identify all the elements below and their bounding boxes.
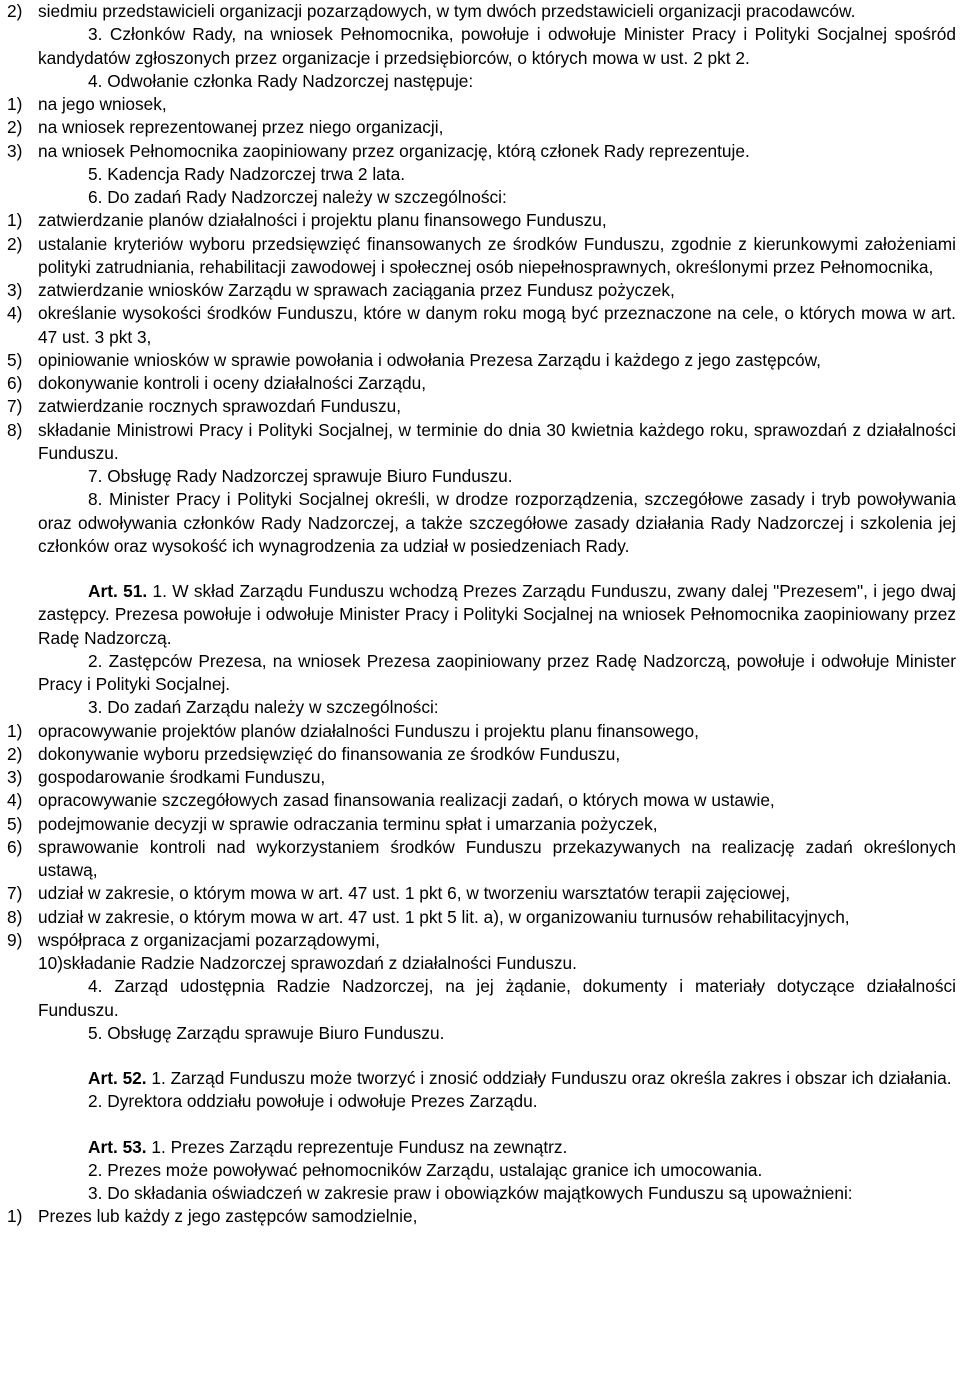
list-item-text: gospodarowanie środkami Funduszu,: [38, 767, 326, 787]
section-text: Prezes Zarządu reprezentuje Fundusz na zewnątrz.: [170, 1136, 568, 1157]
list-item: [7, 140, 956, 163]
list-item-text: dokonywanie kontroli i oceny działalności Zarządu,: [38, 373, 427, 393]
list-item: [7, 882, 956, 905]
section-text: Do zadań Zarządu należy w szczególności:: [107, 697, 439, 718]
list-item-text: na jego wniosek,: [38, 94, 167, 114]
list-item-number: 1): [7, 720, 23, 741]
list-item-number: 5): [7, 813, 23, 834]
list-item-number: 1): [7, 210, 23, 231]
list-item-text: opracowywanie projektów planów działalności Funduszu i projektu planu finansowego,: [38, 720, 699, 741]
list-item-number: 4): [7, 790, 23, 811]
list-item-text: podejmowanie decyzji w sprawie odraczania terminu spłat i umarzania pożyczek,: [38, 813, 658, 834]
list-item-text: zatwierdzanie wniosków Zarządu w sprawach zaciągania przez Fundusz pożyczek,: [38, 280, 675, 300]
list-item: [7, 279, 956, 302]
section-text: Minister Pracy i Polityki Socjalnej określi, w drodze rozporządzenia, szczegółowe zasady i tryb powoływania oraz odwoływania członków Rady Nadzorczej, a także szczegółowe zasady działania Rady Nadzorczej i szkolenia jej członków oraz wysokość ich wynagrodzenia za udział w posiedzeniach Rady.: [38, 489, 956, 556]
section-number: 1.: [151, 1068, 171, 1088]
list-item-number: 2): [7, 1, 23, 21]
list-item-number: 4): [7, 303, 23, 324]
section-number: 2.: [88, 1091, 108, 1112]
list-item: [7, 906, 956, 929]
section-number: 2.: [88, 650, 109, 671]
list-item-number: 3): [7, 767, 23, 787]
section-number: 7.: [88, 466, 108, 486]
list-item-text: sprawowanie kontroli nad wykorzystaniem środków Funduszu przekazywanych na realizację zadań określonych ustawą,: [38, 836, 956, 880]
list-item-number: 3): [7, 140, 23, 161]
paragraph-spacer: [7, 1045, 956, 1067]
list-item-number: 7): [7, 883, 23, 904]
section-number: 1.: [151, 1136, 171, 1157]
list-item-number: 1): [7, 94, 23, 114]
section-paragraph: [7, 186, 956, 209]
list-item-number: 9): [7, 929, 23, 950]
section-number: 3.: [88, 1183, 108, 1203]
list-item-text: określanie wysokości środków Funduszu, które w danym roku mogą być przeznaczone na cele, o których mowa w art. 47 ust. 3 pkt 3,: [38, 303, 956, 347]
list-item-number: 8): [7, 906, 23, 927]
section-text: W skład Zarządu Funduszu wchodzą Prezes Zarządu Funduszu, zwany dalej "Prezesem", i jego dwaj zastępcy. Prezesa powołuje i odwołuje Minister Pracy i Polityki Socjalnej na wniosek Pełnomocnika zaopiniowany przez Radę Nadzorczą.: [38, 581, 956, 648]
list-item: [7, 766, 956, 789]
section-paragraph: [7, 465, 956, 488]
section-number: 4.: [88, 70, 108, 91]
list-item-number: 2): [7, 743, 23, 764]
list-item-text: udział w zakresie, o którym mowa w art. 47 ust. 1 pkt 6, w tworzeniu warsztatów terapii zajęciowej,: [38, 883, 791, 904]
article-number: Art. 51.: [88, 581, 153, 601]
list-item-number: 1): [7, 1206, 23, 1227]
section-paragraph: [7, 1022, 956, 1045]
list-item-text: na wniosek reprezentowanej przez niego organizacji,: [38, 117, 444, 138]
section-text: Obsługę Zarządu sprawuje Biuro Funduszu.: [107, 1022, 445, 1043]
list-item: [7, 209, 956, 232]
list-item-text: składanie Ministrowi Pracy i Polityki Socjalnej, w terminie do dnia 30 kwietnia każdego roku, sprawozdań z działalności Funduszu.: [38, 419, 956, 463]
section-paragraph: [7, 975, 956, 1022]
section-paragraph: [7, 23, 956, 70]
list-item: [7, 372, 956, 395]
section-number: 3.: [88, 24, 110, 45]
article-number: Art. 52.: [88, 1068, 152, 1088]
section-text: Do zadań Rady Nadzorczej należy w szczególności:: [107, 187, 507, 207]
list-item-text: zatwierdzanie planów działalności i projektu planu finansowego Funduszu,: [38, 210, 607, 231]
section-paragraph: [7, 1159, 956, 1182]
list-item-text: współpraca z organizacjami pozarządowymi,: [38, 929, 380, 950]
list-item-text: udział w zakresie, o którym mowa w art. 47 ust. 1 pkt 5 lit. a), w organizowaniu turnusów rehabilitacyjnych,: [38, 906, 850, 927]
section-number: 3.: [88, 697, 108, 718]
list-item: [7, 1205, 956, 1228]
section-paragraph: [7, 1182, 956, 1205]
list-item-number: 5): [7, 349, 23, 370]
list-item-text: opiniowanie wniosków w sprawie powołania i odwołania Prezesa Zarządu i każdego z jego zastępców,: [38, 349, 821, 370]
section-text: Do składania oświadczeń w zakresie praw i obowiązków majątkowych Funduszu są upoważnieni:: [107, 1183, 853, 1203]
list-item-number: 10): [38, 953, 63, 973]
article-paragraph: [7, 1136, 956, 1159]
list-item: [7, 302, 956, 349]
list-item: [7, 233, 956, 280]
list-item-number: 8): [7, 419, 23, 440]
section-paragraph: [7, 488, 956, 558]
list-item-number: 3): [7, 280, 23, 300]
section-number: 5.: [88, 163, 108, 184]
section-text: Odwołanie członka Rady Nadzorczej następuje:: [107, 70, 474, 91]
list-item: [7, 720, 956, 743]
section-paragraph: [7, 163, 956, 186]
section-number: 6.: [88, 187, 108, 207]
section-text: Prezes może powoływać pełnomocników Zarządu, ustalając granice ich umocowania.: [107, 1159, 763, 1180]
article-paragraph: [7, 580, 956, 650]
article-number: Art. 53.: [88, 1136, 152, 1157]
list-item: [7, 349, 956, 372]
list-item-number: 6): [7, 836, 23, 857]
list-item: [7, 836, 956, 883]
section-paragraph: [7, 1090, 956, 1113]
list-item-text: opracowywanie szczegółowych zasad finansowania realizacji zadań, o których mowa w ustawie,: [38, 790, 775, 811]
section-number: 2.: [88, 1159, 108, 1180]
list-item-number: 2): [7, 233, 23, 254]
list-item-text: dokonywanie wyboru przedsięwzięć do finansowania ze środków Funduszu,: [38, 743, 621, 764]
list-item-text: siedmiu przedstawicieli organizacji pozarządowych, w tym dwóch przedstawicieli organizacji pracodawców.: [38, 1, 856, 21]
list-item-text: zatwierdzanie rocznych sprawozdań Funduszu,: [38, 396, 402, 417]
section-text: Obsługę Rady Nadzorczej sprawuje Biuro Funduszu.: [107, 466, 513, 486]
section-paragraph: [7, 70, 956, 93]
list-item: [7, 743, 956, 766]
list-item-number: 6): [7, 373, 23, 393]
section-paragraph: [7, 650, 956, 697]
list-item: [7, 789, 956, 812]
list-item-text: na wniosek Pełnomocnika zaopiniowany przez organizację, którą członek Rady reprezentuje.: [38, 140, 750, 161]
list-item: [7, 419, 956, 466]
list-item-text: Prezes lub każdy z jego zastępców samodzielnie,: [38, 1206, 418, 1227]
section-text: Członków Rady, na wniosek Pełnomocnika, powołuje i odwołuje Minister Pracy i Polityki Socjalnej spośród kandydatów zgłoszonych przez organizacje i przedsiębiorców, o których mowa w ust. 2 pkt 2.: [38, 24, 956, 68]
list-item: [7, 93, 956, 116]
section-number: 1.: [152, 581, 173, 601]
article-paragraph: [7, 1067, 956, 1090]
section-text: Zastępców Prezesa, na wniosek Prezesa zaopiniowany przez Radę Nadzorczą, powołuje i odwołuje Minister Pracy i Polityki Socjalnej.: [38, 650, 956, 694]
section-number: 8.: [88, 489, 109, 510]
list-item: [7, 395, 956, 418]
list-item: [7, 0, 956, 23]
list-item: [7, 929, 956, 952]
paragraph-spacer: [7, 1114, 956, 1136]
section-text: Zarząd udostępnia Radzie Nadzorczej, na jej żądanie, dokumenty i materiały dotyczące działalności Funduszu.: [38, 976, 956, 1020]
section-number: 5.: [88, 1022, 108, 1043]
section-paragraph: [7, 696, 956, 719]
list-item: [7, 952, 956, 975]
list-item-number: 7): [7, 396, 23, 417]
list-item-number: 2): [7, 117, 23, 138]
list-item: [7, 813, 956, 836]
list-item-text: ustalanie kryteriów wyboru przedsięwzięć finansowanych ze środków Funduszu, zgodnie z kierunkowymi założeniami polityki zatrudniania, rehabilitacji zawodowej i społecznej osób niepełnosprawnych, określonymi przez Pełnomocnika,: [38, 233, 956, 277]
section-text: Dyrektora oddziału powołuje i odwołuje Prezes Zarządu.: [107, 1091, 538, 1112]
list-item-text: składanie Radzie Nadzorczej sprawozdań z działalności Funduszu.: [62, 953, 577, 973]
paragraph-spacer: [7, 558, 956, 580]
section-text: Zarząd Funduszu może tworzyć i znosić oddziały Funduszu oraz określa zakres i obszar ich działania.: [170, 1068, 952, 1088]
section-number: 4.: [88, 976, 115, 997]
section-text: Kadencja Rady Nadzorczej trwa 2 lata.: [107, 163, 405, 184]
list-item: [7, 116, 956, 139]
